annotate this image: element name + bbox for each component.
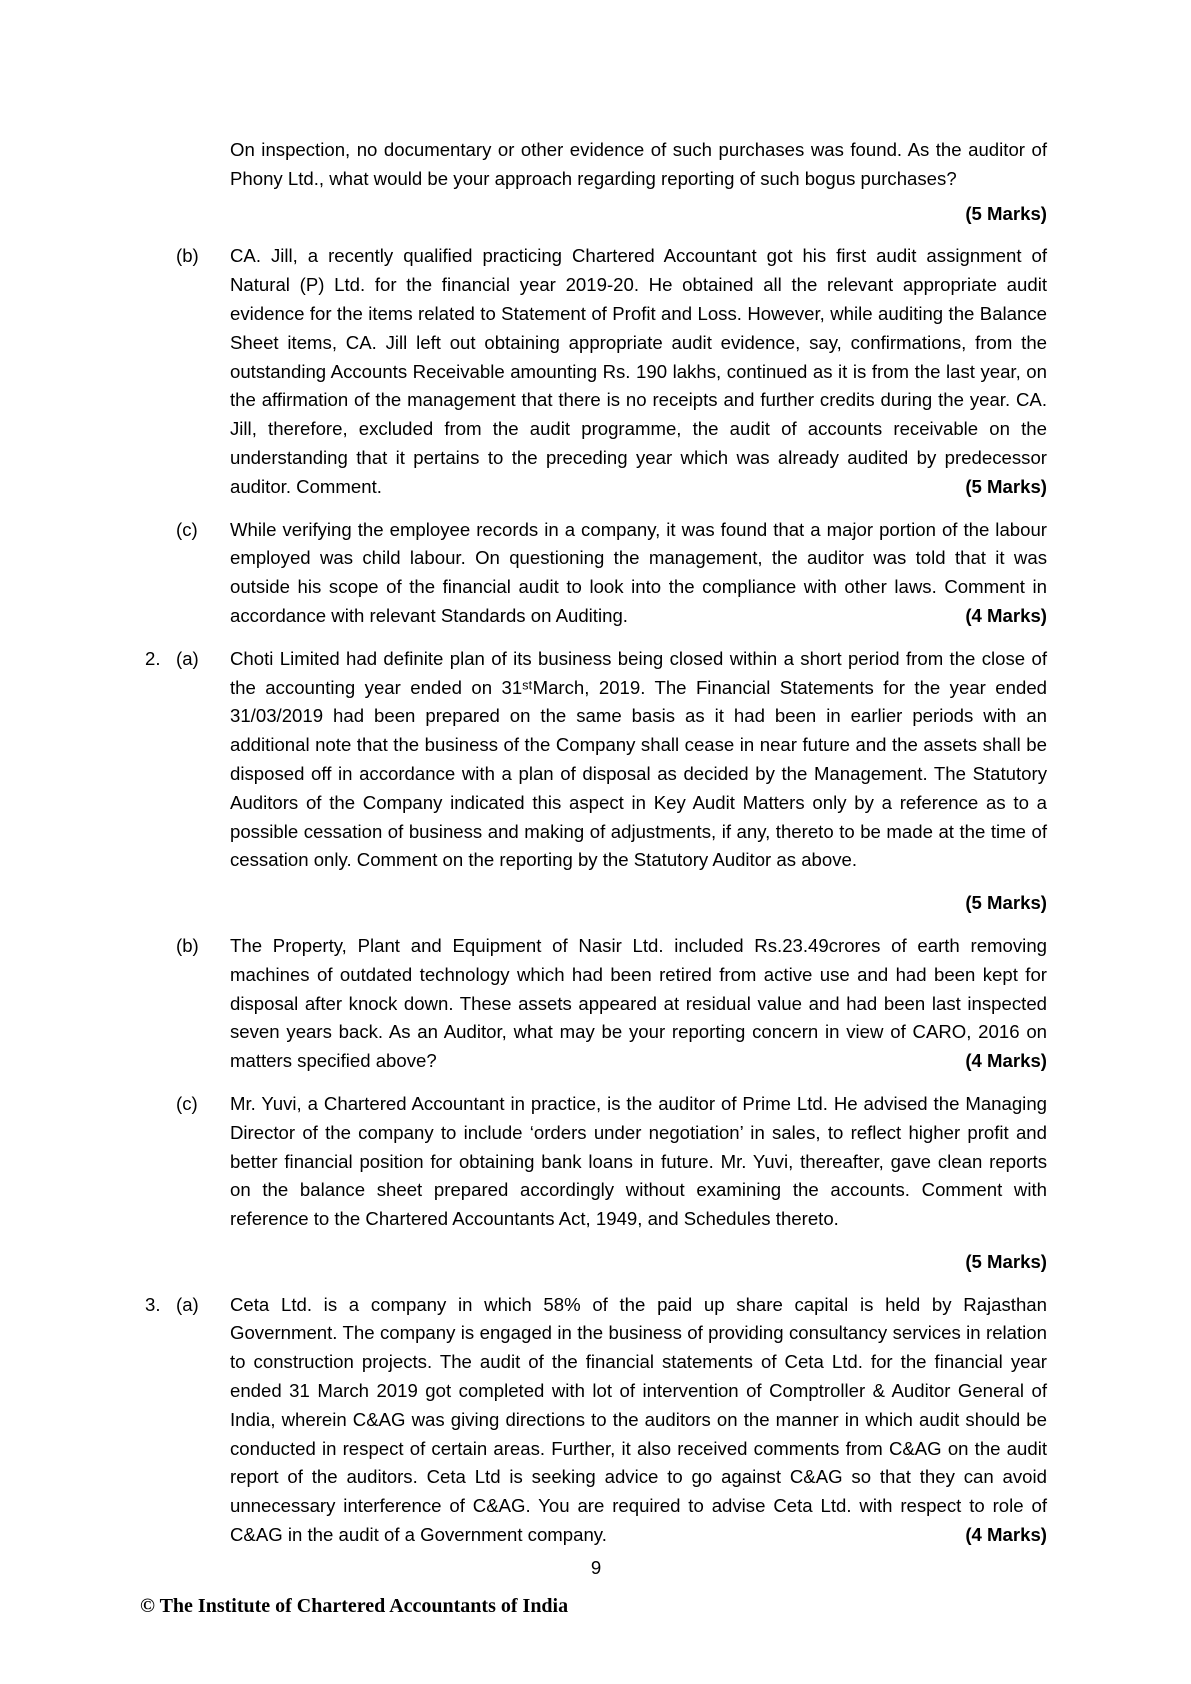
question-text-body: On inspection, no documentary or other evidence of such purchases was found. As the auditor of Phony Ltd., what would be your approach regarding reporting of such bogus purchases? bbox=[230, 139, 1047, 189]
question-number: 3. bbox=[145, 1293, 161, 1315]
question-block bbox=[145, 1291, 1047, 1550]
question-text-body: Mr. Yuvi, a Chartered Accountant in practice, is the auditor of Prime Ltd. He advised the Managing Director of the company to include ‘orders under negotiation’ in sales, to reflect higher profit and better financial position for obtaining bank loans in future. Mr. Yuvi, thereafter, gave clean reports on the balance sheet prepared accordingly without examining the accounts. Comment with reference to the Chartered Accountants Act, 1949, and Schedules thereto. bbox=[230, 1092, 1047, 1230]
question-letter bbox=[176, 136, 230, 194]
question-letter: (b) bbox=[176, 934, 199, 956]
question-text bbox=[230, 242, 1047, 501]
question-text-body: The Property, Plant and Equipment of Nasir Ltd. included Rs.23.49crores of earth removing machines of outdated technology which had been retired from active use and had been kept for disposal after knock down. These assets appeared at residual value and had been last inspected seven years back. As an Auditor, what may be your reporting concern in view of CARO, 2016 on matters specified above? bbox=[230, 934, 1047, 1072]
page-content bbox=[145, 136, 1047, 1583]
question-letter: (c) bbox=[176, 1092, 198, 1114]
question-text-body: While verifying the employee records in a company, it was found that a major portion of the labour employed was child labour. On questioning the management, the auditor was told that it was outside his scope of the financial audit to look into the compliance with other laws. Comment in accordance with relevant Standards on Auditing. bbox=[230, 518, 1047, 626]
question-block bbox=[145, 242, 1047, 501]
copyright-footer: © The Institute of Chartered Accountants of India bbox=[140, 1595, 569, 1617]
question-letter: (b) bbox=[176, 245, 199, 267]
question-number bbox=[145, 516, 176, 631]
marks-label: (5 Marks) bbox=[965, 1250, 1047, 1272]
question-block bbox=[145, 516, 1047, 631]
marks-label: (5 Marks) bbox=[957, 473, 1047, 502]
question-letter: (a) bbox=[176, 647, 199, 669]
question-number bbox=[145, 1090, 176, 1234]
marks-label: (5 Marks) bbox=[965, 892, 1047, 914]
question-text bbox=[230, 1090, 1047, 1234]
question-number bbox=[145, 932, 176, 1076]
question-number bbox=[145, 242, 176, 501]
question-letter: (c) bbox=[176, 518, 198, 540]
question-number bbox=[145, 136, 176, 194]
question-text-body: Ceta Ltd. is a company in which 58% of the paid up share capital is held by Rajasthan Government. The company is engaged in the business of providing consultancy services in relation to construction projects. The audit of the financial statements of Ceta Ltd. for the financial year ended 31 March 2019 got completed with lot of intervention of Comptroller & Auditor General of India, wherein C&AG was giving directions to the auditors on the manner in which audit should be conducted in respect of certain areas. Further, it also received comments from C&AG on the audit report of the auditors. Ceta Ltd is seeking advice to go against C&AG so that they can avoid unnecessary interference of C&AG. You are required to advise Ceta Ltd. with respect to role of C&AG in the audit of a Government company. bbox=[230, 1293, 1047, 1546]
question-block bbox=[145, 932, 1047, 1076]
question-text bbox=[230, 932, 1047, 1076]
question-text bbox=[230, 1291, 1047, 1550]
marks-label: (4 Marks) bbox=[957, 602, 1047, 631]
question-text bbox=[230, 136, 1047, 194]
question-text bbox=[230, 645, 1047, 875]
question-block bbox=[145, 645, 1047, 875]
question-block bbox=[145, 136, 1047, 194]
question-text-body: Choti Limited had definite plan of its business being closed within a short period from the close of the accounting year ended on 31ˢᵗMarch, 2019. The Financial Statements for the year ended 31/03/2019 had been prepared on the same basis as it had been in earlier periods with an additional note that the business of the Company shall cease in near future and the assets shall be disposed off in accordance with a plan of disposal as decided by the Management. The Statutory Auditors of the Company indicated this aspect in Key Audit Matters only by a reference as to a possible cessation of business and making of adjustments, if any, thereto to be made at the time of cessation only. Comment on the reporting by the Statutory Auditor as above. bbox=[230, 647, 1047, 871]
marks-label: (4 Marks) bbox=[957, 1047, 1047, 1076]
question-number: 2. bbox=[145, 647, 161, 669]
page-number: 9 bbox=[590, 1556, 602, 1578]
question-text-body: CA. Jill, a recently qualified practicing Chartered Accountant got his first audit assignment of Natural (P) Ltd. for the financial year 2019-20. He obtained all the relevant appropriate audit evidence for the items related to Statement of Profit and Loss. However, while auditing the Balance Sheet items, CA. Jill left out obtaining appropriate audit evidence, say, confirmations, from the outstanding Accounts Receivable amounting Rs. 190 lakhs, continued as it is from the last year, on the affirmation of the management that there is no receipts and further credits during the year. CA. Jill, therefore, excluded from the audit programme, the audit of accounts receivable on the understanding that it pertains to the preceding year which was already audited by predecessor auditor. Comment. bbox=[230, 245, 1047, 497]
marks-label: (5 Marks) bbox=[965, 202, 1047, 224]
question-letter: (a) bbox=[176, 1293, 199, 1315]
marks-label: (4 Marks) bbox=[957, 1521, 1047, 1550]
question-text bbox=[230, 516, 1047, 631]
question-block bbox=[145, 1090, 1047, 1234]
